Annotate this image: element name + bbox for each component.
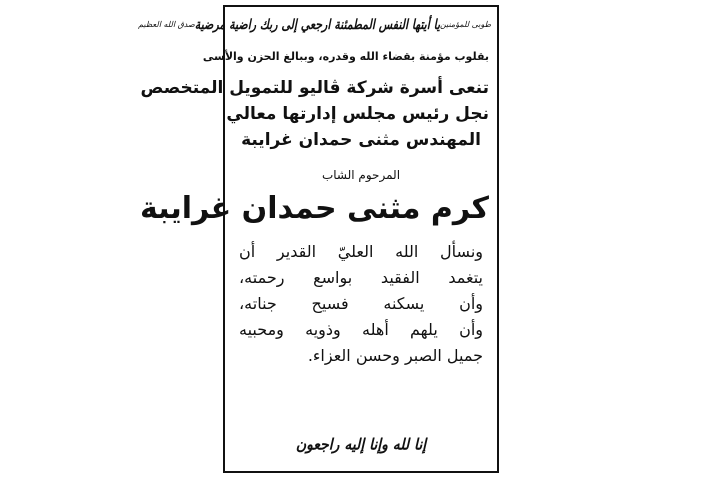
header-callig-center: يا أيتها النفس المطمئنة ارجعي إلى ربك راضية مرضية: [194, 15, 441, 33]
header-callig-left: صدق الله العظيم: [138, 19, 195, 29]
prayer-line: يتغمد الفقيد بواسع رحمته،: [239, 268, 483, 287]
prayer-line: ونسأل الله العليّ القدير أن: [239, 242, 483, 261]
header-calligraphy: [138, 11, 491, 37]
obituary-content: [140, 37, 489, 369]
prayer-line: جميل الصبر وحسن العزاء.: [307, 346, 483, 365]
prayer-line: وأن يلهم أهله وذويه ومحبيه: [239, 320, 483, 339]
title-line-relation: نجل رئيس مجلس إدارتها معالي: [226, 104, 489, 124]
deceased-name: كرم مثنى حمدان غرايبة: [140, 191, 489, 226]
deceased-label: المرحوم الشاب: [321, 168, 401, 182]
prayer-line: وأن يسكنه فسيح جناته،: [239, 294, 483, 313]
intro-line: بقلوب مؤمنة بقضاء الله وقدره، وببالغ الحزن والأسى: [202, 50, 489, 63]
closing-calligraphy: إنا لله وإنا إليه راجعون: [295, 436, 427, 454]
title-line-father: المهندس مثنى حمدان غرايبة: [241, 130, 481, 150]
header-callig-right: طوبى للمؤمنين: [440, 19, 491, 29]
obituary-frame: [138, 5, 499, 473]
title-line-company: تنعى أسرة شركة ڤاليو للتمويل المتخصص: [140, 78, 489, 98]
